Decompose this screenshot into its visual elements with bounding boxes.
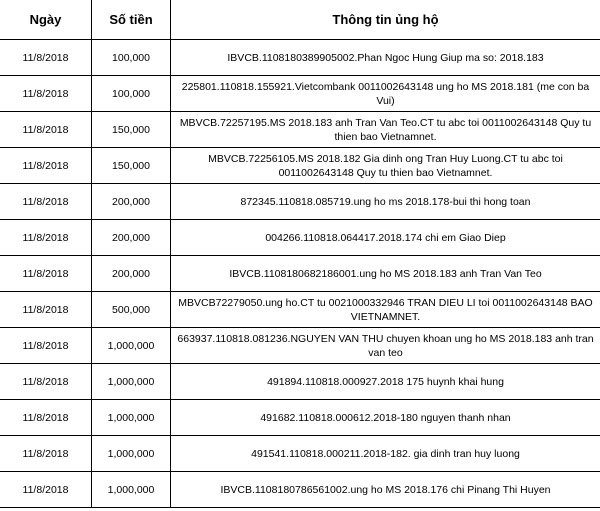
cell-amount: 1,000,000 <box>92 436 171 472</box>
header-amount: Số tiền <box>92 0 171 40</box>
cell-date: 11/8/2018 <box>0 400 92 436</box>
cell-date: 11/8/2018 <box>0 76 92 112</box>
cell-date: 11/8/2018 <box>0 220 92 256</box>
cell-amount: 200,000 <box>92 256 171 292</box>
cell-date: 11/8/2018 <box>0 472 92 508</box>
cell-info: 663937.110818.081236.NGUYEN VAN THU chuyen khoan ung ho MS 2018.183 anh tran van teo <box>171 328 600 364</box>
cell-date: 11/8/2018 <box>0 328 92 364</box>
cell-date: 11/8/2018 <box>0 436 92 472</box>
cell-date: 11/8/2018 <box>0 40 92 76</box>
cell-date: 11/8/2018 <box>0 148 92 184</box>
cell-amount: 1,000,000 <box>92 364 171 400</box>
cell-date: 11/8/2018 <box>0 256 92 292</box>
cell-amount: 1,000,000 <box>92 400 171 436</box>
cell-amount: 500,000 <box>92 292 171 328</box>
cell-info: 872345.110818.085719.ung ho ms 2018.178-bui thi hong toan <box>171 184 600 220</box>
cell-date: 11/8/2018 <box>0 292 92 328</box>
table-row <box>0 436 600 472</box>
cell-info: MBVCB72279050.ung ho.CT tu 0021000332946 TRAN DIEU LI toi 0011002643148 BAO VIETNAMNET. <box>171 292 600 328</box>
table-row <box>0 148 600 184</box>
table-row <box>0 40 600 76</box>
table-row <box>0 256 600 292</box>
table-row <box>0 112 600 148</box>
cell-amount: 1,000,000 <box>92 328 171 364</box>
cell-info: MBVCB.72257195.MS 2018.183 anh Tran Van Teo.CT tu abc toi 0011002643148 Quy tu thien bao Vietnamnet. <box>171 112 600 148</box>
cell-date: 11/8/2018 <box>0 112 92 148</box>
cell-info: 004266.110818.064417.2018.174 chi em Giao Diep <box>171 220 600 256</box>
header-date: Ngày <box>0 0 92 40</box>
cell-amount: 200,000 <box>92 184 171 220</box>
header-info: Thông tin ủng hộ <box>171 0 600 40</box>
cell-info: IBVCB.1108180786561002.ung ho MS 2018.176 chi Pinang Thi Huyen <box>171 472 600 508</box>
header-row <box>0 0 600 40</box>
cell-info: 491682.110818.000612.2018-180 nguyen thanh nhan <box>171 400 600 436</box>
cell-amount: 150,000 <box>92 112 171 148</box>
cell-date: 11/8/2018 <box>0 364 92 400</box>
table-row <box>0 220 600 256</box>
table-body <box>0 40 600 508</box>
cell-info: 491541.110818.000211.2018-182. gia dinh tran huy luong <box>171 436 600 472</box>
cell-info: IBVCB.1108180389905002.Phan Ngoc Hung Giup ma so: 2018.183 <box>171 40 600 76</box>
table-row <box>0 364 600 400</box>
cell-amount: 100,000 <box>92 40 171 76</box>
table-row <box>0 184 600 220</box>
cell-amount: 100,000 <box>92 76 171 112</box>
cell-amount: 200,000 <box>92 220 171 256</box>
cell-info: 225801.110818.155921.Vietcombank 0011002643148 ung ho MS 2018.181 (me con ba Vui) <box>171 76 600 112</box>
cell-amount: 1,000,000 <box>92 472 171 508</box>
table-row <box>0 76 600 112</box>
cell-amount: 150,000 <box>92 148 171 184</box>
cell-info: 491894.110818.000927.2018 175 huynh khai hung <box>171 364 600 400</box>
cell-info: IBVCB.1108180682186001.ung ho MS 2018.183 anh Tran Van Teo <box>171 256 600 292</box>
table-row <box>0 472 600 508</box>
cell-info: MBVCB.72256105.MS 2018.182 Gia dinh ong Tran Huy Luong.CT tu abc toi 0011002643148 Quy tu thien bao Vietnamnet. <box>171 148 600 184</box>
table-row <box>0 292 600 328</box>
table-row <box>0 400 600 436</box>
cell-date: 11/8/2018 <box>0 184 92 220</box>
table-row <box>0 328 600 364</box>
